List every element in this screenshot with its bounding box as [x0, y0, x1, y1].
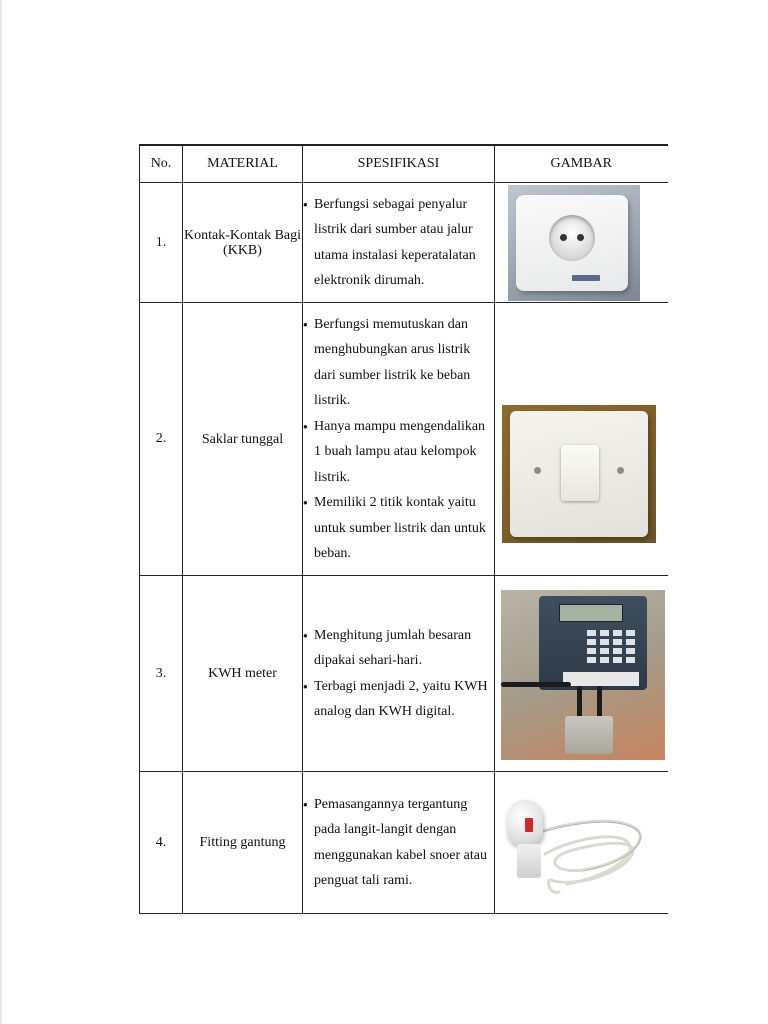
- spec-item: ● Berfungsi sebagai penyalur listrik dari sumber atau jalur utama instalasi keperatalatan elektronik dirumah.: [303, 192, 494, 294]
- spec-item: ● Hanya mampu mengendalikan 1 buah lampu atau kelompok listrik.: [303, 414, 494, 491]
- spec-item: ● Menghitung jumlah besaran dipakai sehari-hari.: [303, 623, 494, 674]
- socket-plate: [516, 195, 628, 291]
- spec-item: ● Pemasangannya tergantung pada langit-langit dengan menggunakan kabel snoer atau penguat tali rami.: [303, 792, 494, 894]
- switch-indicator: [525, 818, 533, 832]
- row-number: 2.: [140, 303, 183, 576]
- image-cell: [495, 576, 668, 772]
- page-edge: [0, 0, 2, 1024]
- keypad-icon: [587, 630, 635, 664]
- terminal-block: [563, 672, 639, 686]
- screw-icon: [534, 467, 541, 474]
- spec-item: ● Memiliki 2 titik kontak yaitu untuk sumber listrik dan untuk beban.: [303, 490, 494, 567]
- material-name: Saklar tunggal: [183, 303, 303, 576]
- hanging-fitting-photo: [503, 794, 653, 898]
- spec-list: [303, 623, 494, 725]
- spec-list: [303, 192, 494, 294]
- spec-list: [303, 792, 494, 894]
- material-name: Fitting gantung: [183, 772, 303, 914]
- header-spec: SPESIFIKASI: [303, 145, 495, 183]
- spec-cell: [303, 183, 495, 303]
- socket-pin: [577, 234, 584, 241]
- meter-display: [559, 604, 623, 622]
- brand-label: [572, 275, 600, 281]
- fitting-cap: [507, 800, 543, 846]
- spec-list: [303, 312, 494, 567]
- table-row: [140, 576, 668, 772]
- switch-plate: [510, 411, 648, 537]
- material-spec-table: [139, 144, 668, 914]
- switch-rocker: [561, 445, 599, 501]
- electrical-socket-photo: [508, 185, 640, 301]
- spec-cell: [303, 576, 495, 772]
- image-cell: [495, 303, 668, 576]
- kwh-meter-photo: [501, 590, 665, 760]
- cable: [501, 682, 571, 687]
- header-image: GAMBAR: [495, 145, 668, 183]
- junction-box: [565, 716, 613, 754]
- socket-pin: [560, 234, 567, 241]
- row-number: 1.: [140, 183, 183, 303]
- spec-item: ● Terbagi menjadi 2, yaitu KWH analog dan KWH digital.: [303, 674, 494, 725]
- cable: [597, 686, 602, 718]
- table-row: [140, 183, 668, 303]
- image-cell: [495, 772, 668, 914]
- material-name: Kontak-Kontak Bagi (KKB): [183, 183, 303, 303]
- single-switch-photo: [502, 405, 656, 543]
- cable: [577, 686, 582, 718]
- screw-icon: [617, 467, 624, 474]
- header-material: MATERIAL: [183, 145, 303, 183]
- row-number: 3.: [140, 576, 183, 772]
- spec-item: ● Berfungsi memutuskan dan menghubungkan arus listrik dari sumber listrik ke beban listrik.: [303, 312, 494, 414]
- table-header-row: [140, 145, 668, 183]
- table-row: [140, 303, 668, 576]
- table-row: [140, 772, 668, 914]
- row-number: 4.: [140, 772, 183, 914]
- socket-outlet: [549, 215, 595, 261]
- material-name: KWH meter: [183, 576, 303, 772]
- fitting-base: [517, 844, 541, 878]
- image-cell: [495, 183, 668, 303]
- spec-cell: [303, 772, 495, 914]
- meter-body: [539, 596, 647, 690]
- spec-cell: [303, 303, 495, 576]
- header-no: No.: [140, 145, 183, 183]
